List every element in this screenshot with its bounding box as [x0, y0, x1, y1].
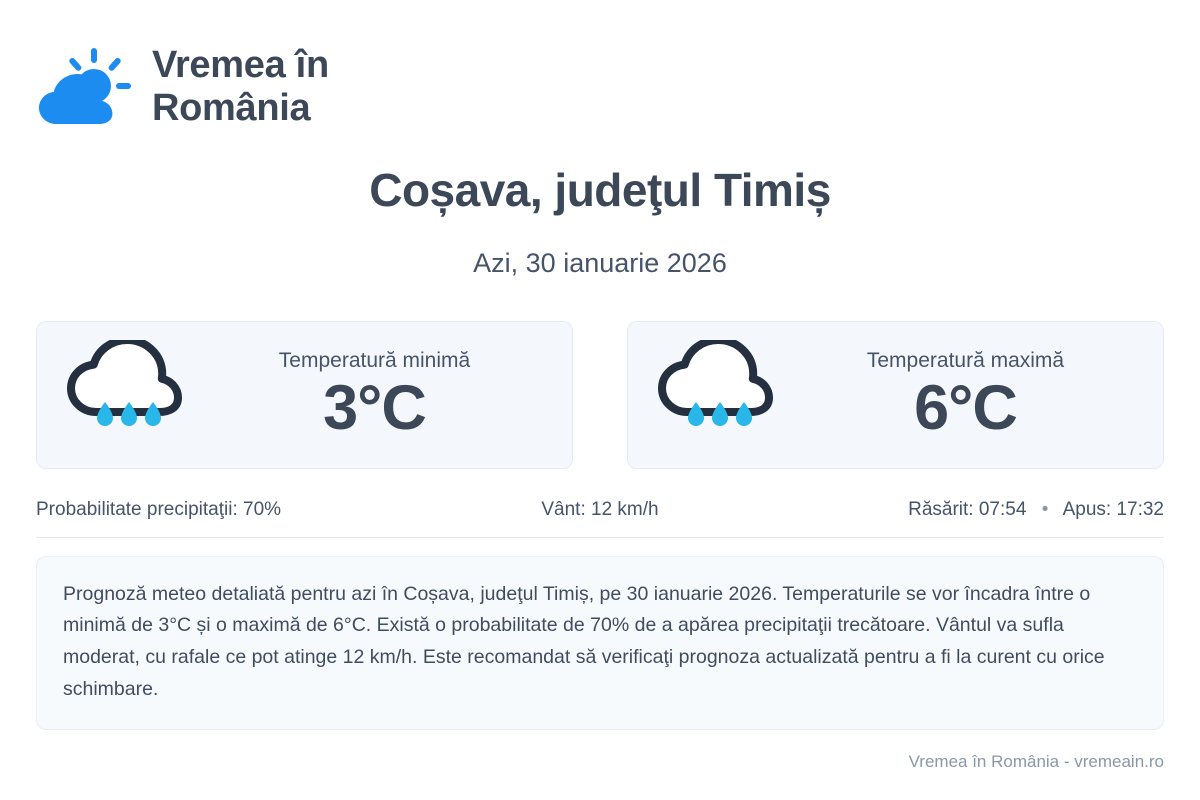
brand-header [36, 0, 1164, 129]
max-temperature-card [627, 321, 1164, 469]
footer-credit: Vremea în România - vremeain.ro [908, 752, 1164, 771]
min-temperature-label: Temperatură minimă [278, 348, 471, 372]
sunrise-value: Răsărit: 07:54 [908, 498, 1027, 520]
page-date: Azi, 30 ianuarie 2026 [473, 247, 727, 278]
brand-title [152, 44, 329, 129]
sun-behind-cloud-icon [36, 46, 132, 128]
max-temperature-value: 6°C [914, 372, 1017, 443]
sunset-value: Apus: 17:32 [1062, 498, 1164, 520]
page-title: Coșava, judeţul Timiș [369, 164, 831, 217]
brand-title-line1: Vremea în [152, 44, 329, 86]
temperature-cards [36, 321, 1164, 469]
weather-stats [36, 499, 1164, 538]
max-temperature-label: Temperatură maximă [866, 348, 1065, 372]
wind-stat: Vânt: 12 km/h [541, 498, 659, 520]
sun-times-stat [788, 499, 1164, 521]
forecast-summary: Prognoză meteo detaliată pentru azi în Coșava, judeţul Timiș, pe 30 ianuarie 2026. Temperaturile se vor încadra între o minimă de 3°C și o maximă de 6°C. Există o probabilitate de 70% de a apărea precipitaţii trecătoare. Vântul va sufla moderat, cu rafale ce pot atinge 12 km/h. Este recomandat să verificaţi prognoza actualizată pentru a fi la curent cu orice schimbare. [36, 556, 1164, 730]
stat-separator: • [1041, 498, 1049, 520]
precipitation-stat: Probabilitate precipitaţii: 70% [36, 498, 282, 520]
rain-cloud-icon [63, 340, 185, 450]
min-temperature-card [36, 321, 573, 469]
min-temperature-value: 3°C [323, 372, 426, 443]
rain-cloud-icon [654, 340, 776, 450]
brand-title-line2: România [152, 86, 311, 129]
